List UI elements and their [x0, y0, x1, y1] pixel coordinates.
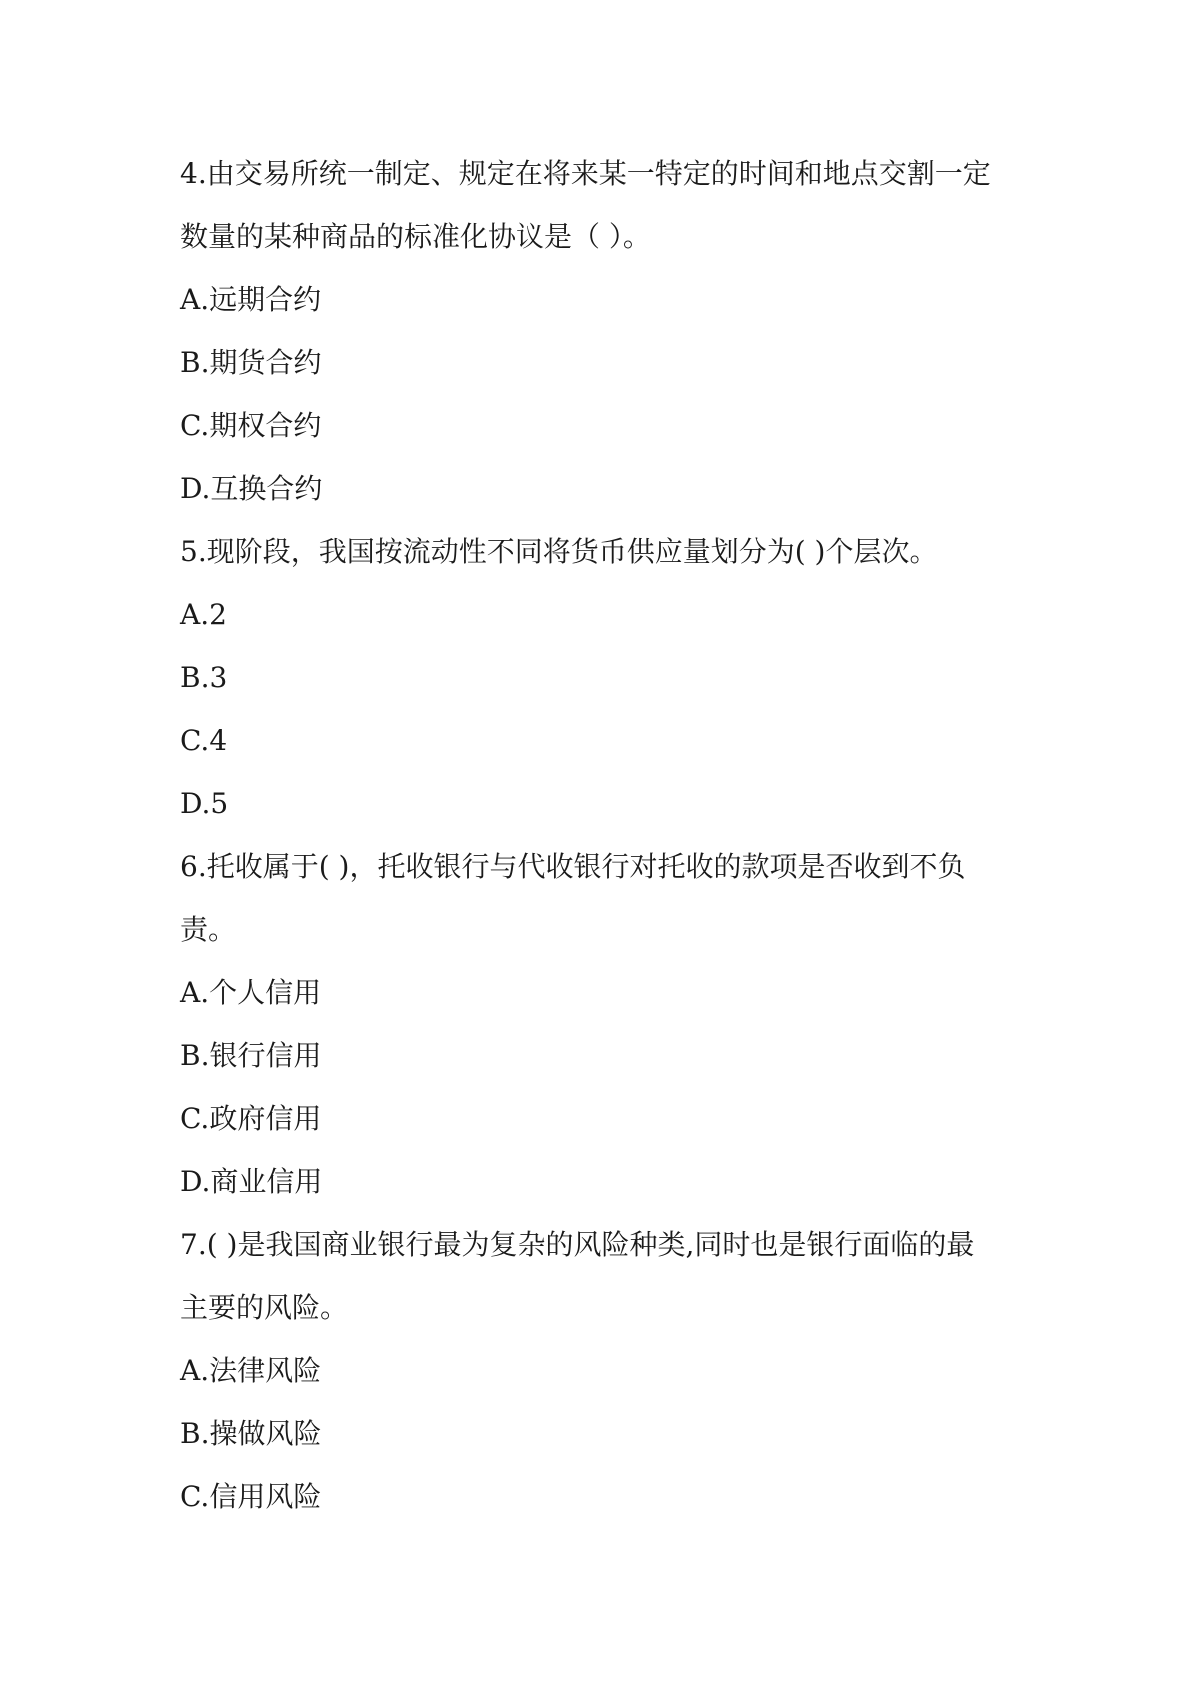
option-c: C.4	[180, 724, 228, 757]
option-b: B.3	[180, 661, 228, 694]
option-c: C.政府信用	[180, 1102, 322, 1135]
option-a: A.个人信用	[180, 976, 322, 1009]
option-a: A.远期合约	[180, 283, 322, 316]
question-6	[180, 835, 1080, 1213]
question-stem: 6.托收属于( )，托收银行与代收银行对托收的款项是否收到不负	[180, 850, 966, 883]
option-d: D.互换合约	[180, 472, 323, 505]
option-b: B.期货合约	[180, 346, 322, 379]
question-stem: 主要的风险。	[180, 1291, 349, 1324]
question-stem: 7.( )是我国商业银行最为复杂的风险种类,同时也是银行面临的最	[180, 1228, 975, 1261]
option-a: A.2	[180, 598, 227, 631]
question-5	[180, 520, 1080, 835]
option-d: D.5	[180, 787, 229, 820]
question-7	[180, 1213, 1080, 1528]
option-a: A.法律风险	[180, 1354, 322, 1387]
option-b: B.操做风险	[180, 1417, 322, 1450]
document-page	[180, 142, 1080, 1528]
question-stem: 5.现阶段，我国按流动性不同将货币供应量划分为( )个层次。	[180, 535, 938, 568]
question-stem: 数量的某种商品的标准化协议是（ ）。	[180, 220, 651, 253]
option-b: B.银行信用	[180, 1039, 322, 1072]
option-c: C.期权合约	[180, 409, 322, 442]
question-stem: 4.由交易所统一制定、规定在将来某一特定的时间和地点交割一定	[180, 157, 991, 190]
question-4	[180, 142, 1080, 520]
option-c: C.信用风险	[180, 1480, 322, 1513]
question-stem: 责。	[180, 913, 237, 946]
option-d: D.商业信用	[180, 1165, 323, 1198]
